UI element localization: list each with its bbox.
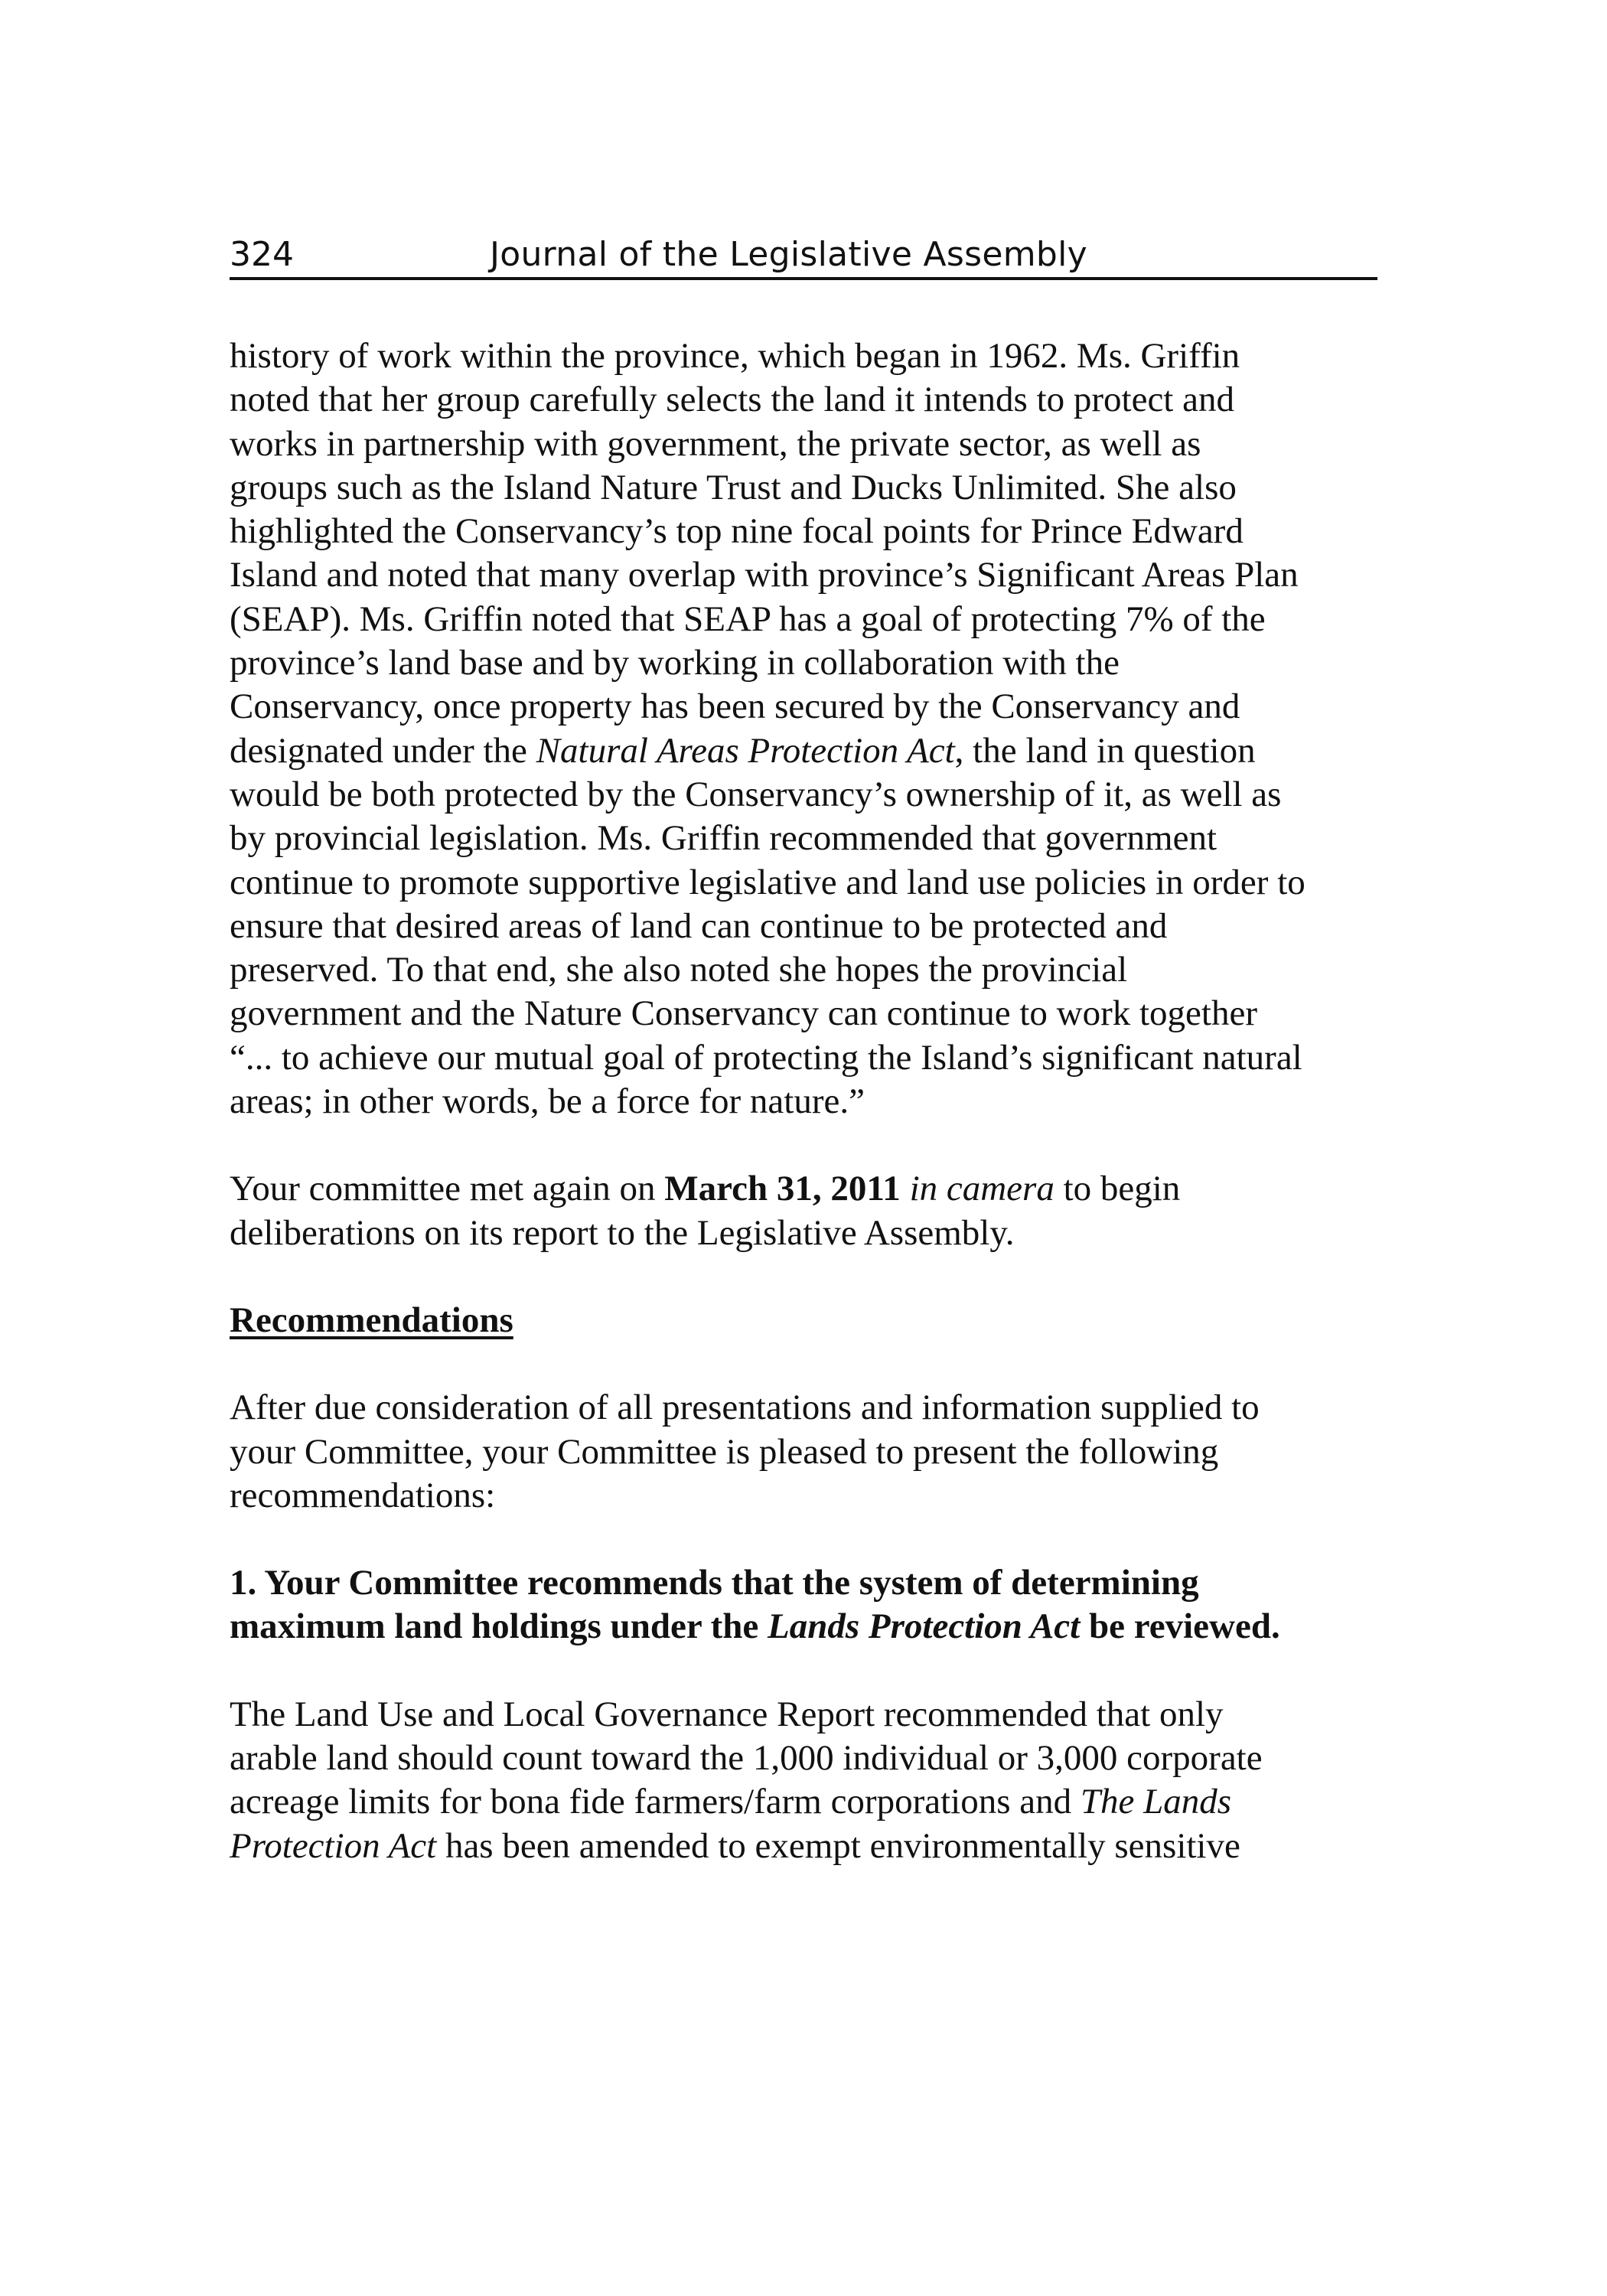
text-run: designated under the [230, 730, 536, 771]
paragraph-griffin-presentation [230, 334, 1377, 1124]
in-camera-italic: in camera [909, 1169, 1054, 1209]
text-line: recommendations: [230, 1475, 496, 1515]
text-line: ensure that desired areas of land can continue to be protected and [230, 905, 1168, 946]
text-line: history of work within the province, which began in 1962. Ms. Griffin [230, 336, 1240, 376]
text-line: 1. Your Committee recommends that the system of determining [230, 1563, 1199, 1603]
meeting-date: March 31, 2011 [664, 1169, 901, 1209]
running-title: Journal of the Legislative Assembly [490, 235, 1087, 274]
text-run: to begin [1054, 1169, 1181, 1209]
act-title-italic: Lands Protection Act [768, 1606, 1081, 1647]
recommendation-1 [230, 1561, 1377, 1649]
page-number: 324 [230, 235, 294, 274]
text-line [230, 729, 1377, 773]
text-run: , the land in question [954, 730, 1256, 771]
text-line: After due consideration of all presentations and information supplied to [230, 1388, 1260, 1428]
text-line: noted that her group carefully selects the land it intends to protect and [230, 380, 1234, 420]
text-run: has been amended to exempt environmentally sensitive [436, 1825, 1240, 1866]
text-line: would be both protected by the Conservancy’s ownership of it, as well as [230, 774, 1282, 814]
text-line: continue to promote supportive legislative and land use policies in order to [230, 862, 1305, 902]
text-line: works in partnership with government, the private sector, as well as [230, 423, 1201, 464]
text-run: Your committee met again on [230, 1169, 665, 1209]
text-line [230, 1780, 1377, 1824]
text-run: be reviewed. [1080, 1606, 1280, 1647]
running-header [230, 230, 1377, 280]
text-line: by provincial legislation. Ms. Griffin recommended that government [230, 818, 1217, 859]
text-line: government and the Nature Conservancy can continue to work together [230, 993, 1257, 1034]
paragraph-land-use-report [230, 1693, 1377, 1868]
page-body [230, 334, 1377, 1868]
text-line: groups such as the Island Nature Trust and Ducks Unlimited. She also [230, 467, 1237, 507]
paragraph-committee-meeting [230, 1167, 1377, 1255]
act-title-italic: Natural Areas Protection Act [536, 730, 955, 771]
text-line: The Land Use and Local Governance Report recommended that only [230, 1694, 1224, 1734]
text-line [230, 1605, 1377, 1649]
text-line: arable land should count toward the 1,000 individual or 3,000 corporate [230, 1738, 1263, 1779]
text-run [901, 1169, 910, 1208]
text-line: “... to achieve our mutual goal of protecting the Island’s significant natural [230, 1037, 1302, 1078]
text-line: your Committee, your Committee is pleased to present the following [230, 1431, 1219, 1472]
recommendations-heading: Recommendations [230, 1300, 513, 1340]
text-line: preserved. To that end, she also noted she hopes the provincial [230, 950, 1128, 990]
text-line: highlighted the Conservancy’s top nine focal points for Prince Edward [230, 511, 1244, 552]
text-line [230, 1167, 1377, 1211]
text-line: Island and noted that many overlap with province’s Significant Areas Plan [230, 555, 1299, 595]
text-run: acreage limits for bona fide farmers/farm corporations and [230, 1782, 1081, 1822]
text-line: (SEAP). Ms. Griffin noted that SEAP has a goal of protecting 7% of the [230, 598, 1266, 639]
text-line: deliberations on its report to the Legislative Assembly. [230, 1212, 1015, 1253]
text-line: areas; in other words, be a force for nature.” [230, 1081, 865, 1122]
paragraph-recommendations-intro [230, 1386, 1377, 1518]
act-title-italic: The Lands [1080, 1782, 1232, 1822]
text-run: maximum land holdings under the [230, 1606, 768, 1647]
text-line [230, 1825, 1377, 1868]
text-line: Conservancy, once property has been secured by the Conservancy and [230, 687, 1240, 727]
text-line: province’s land base and by working in collaboration with the [230, 643, 1120, 683]
act-title-italic: Protection Act [230, 1825, 437, 1866]
